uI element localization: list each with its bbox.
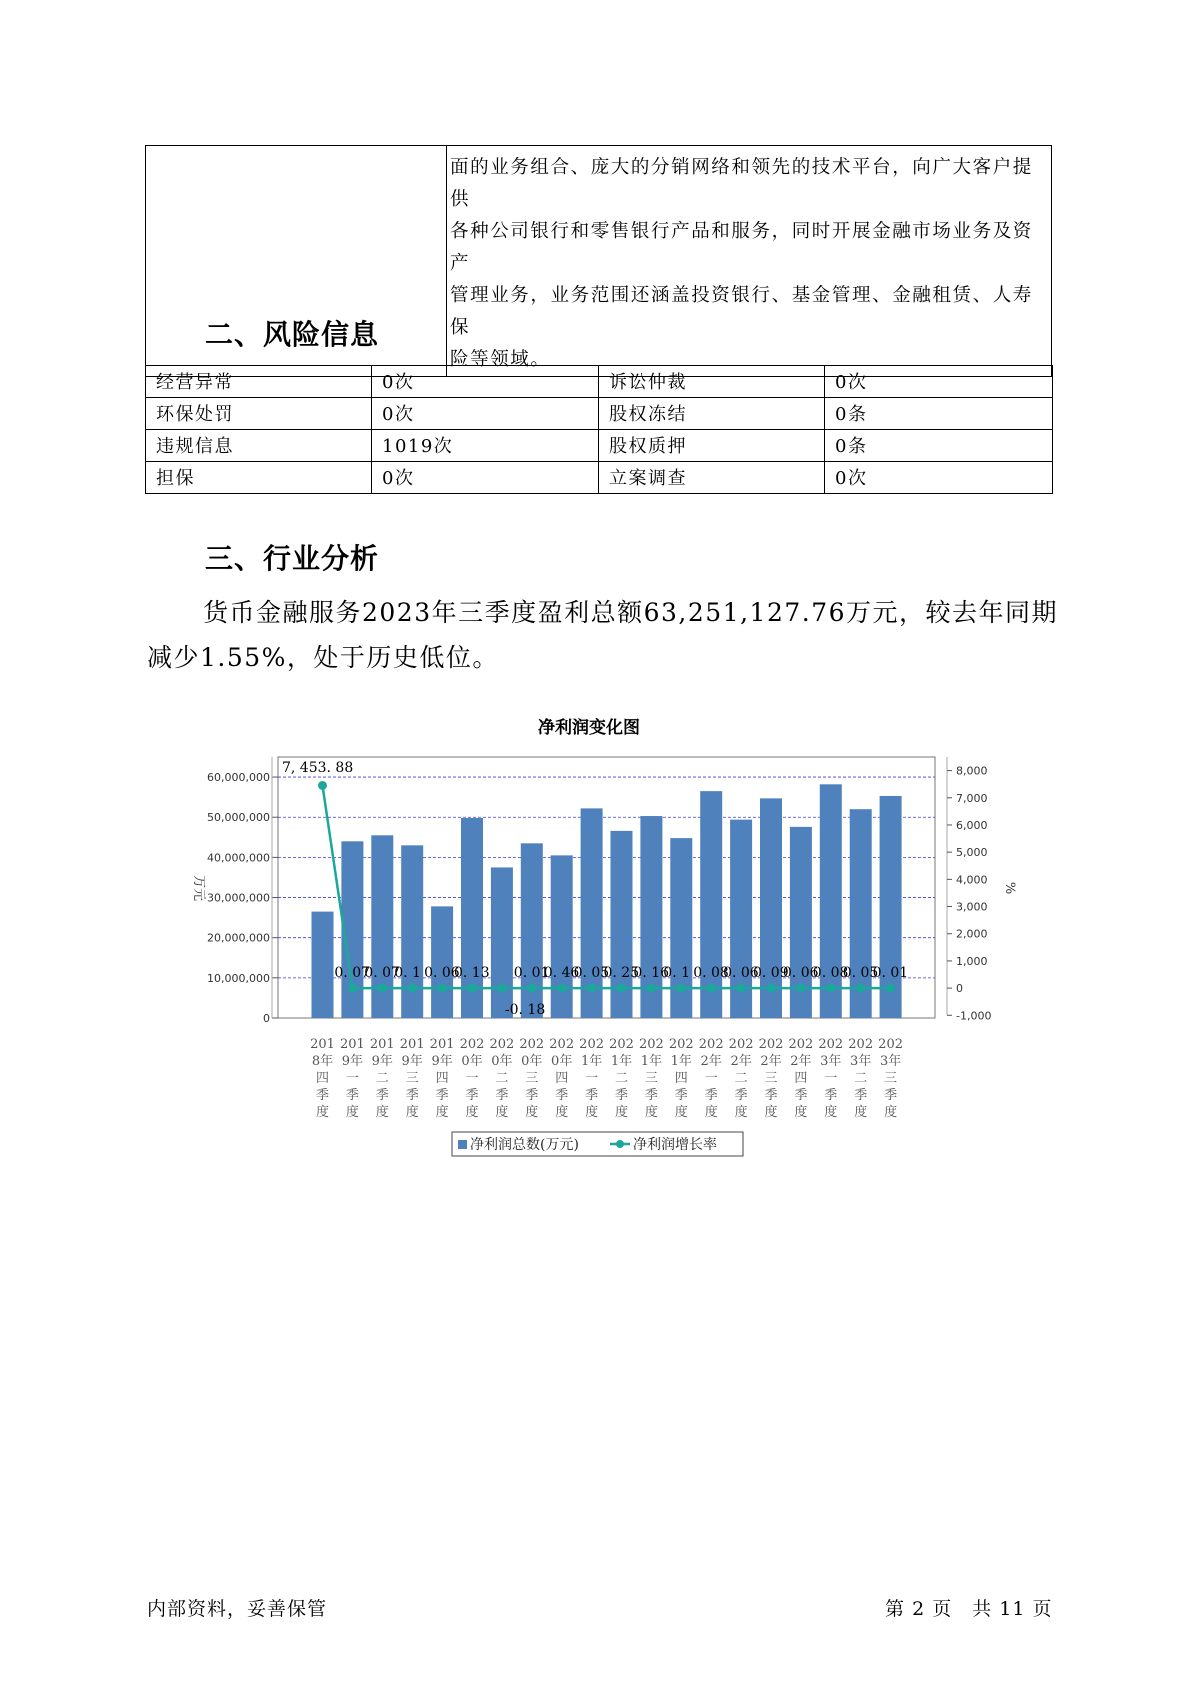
- x-category-label: 二: [375, 1071, 389, 1086]
- data-label: 0. 06: [723, 965, 759, 982]
- x-category-label: 季: [644, 1088, 658, 1103]
- x-category-label: 季: [884, 1088, 898, 1103]
- x-category-label: 季: [824, 1088, 838, 1103]
- data-label: 0. 06: [782, 965, 819, 982]
- x-category-label: 度: [465, 1105, 479, 1120]
- risk-value: 0次: [372, 366, 599, 398]
- x-category-label: 9年: [431, 1054, 453, 1069]
- x-category-label: 度: [854, 1105, 868, 1120]
- x-category-label: 季: [465, 1088, 479, 1103]
- table-row: [146, 366, 1053, 398]
- x-category-label: 202: [459, 1037, 485, 1052]
- total-pages: 11: [999, 1598, 1026, 1620]
- x-category-label: 0年: [461, 1054, 483, 1069]
- x-category-label: 9年: [401, 1054, 423, 1069]
- page-suffix: 页: [1032, 1598, 1053, 1620]
- risk-value: 0次: [825, 366, 1053, 398]
- data-label: 0. 08: [812, 965, 849, 982]
- intro-line: 管理业务，业务范围还涵盖投资银行、基金管理、金融租赁、人寿保: [450, 285, 1033, 338]
- data-label: 0. 05: [573, 965, 610, 982]
- industry-paragraph-line2: 减少1.55%，处于历史低位。: [147, 643, 499, 672]
- risk-value: 0次: [825, 462, 1053, 494]
- growth-rate-point: [408, 984, 417, 993]
- data-label: 0. 25: [603, 965, 640, 982]
- risk-value: 0次: [372, 398, 599, 430]
- growth-rate-point: [527, 984, 536, 993]
- x-category-label: 度: [375, 1105, 389, 1120]
- page-number: 2: [912, 1598, 926, 1620]
- x-category-label: 1年: [670, 1054, 692, 1069]
- data-label: 0. 1: [394, 965, 421, 982]
- growth-rate-point: [438, 984, 447, 993]
- right-tick-label: 0: [956, 982, 963, 996]
- x-category-label: 度: [734, 1105, 748, 1120]
- x-category-label: 0年: [551, 1054, 573, 1069]
- data-label: 0. 1: [663, 965, 691, 982]
- growth-rate-point: [707, 984, 716, 993]
- intro-line: 各种公司银行和零售银行产品和服务，同时开展金融市场业务及资产: [450, 221, 1033, 274]
- risk-label: 立案调查: [599, 462, 825, 494]
- x-category-label: 一: [704, 1071, 718, 1086]
- x-category-label: 度: [674, 1105, 688, 1120]
- x-category-label: 一: [465, 1071, 479, 1086]
- x-category-label: 202: [728, 1037, 754, 1052]
- x-category-label: 四: [794, 1071, 808, 1086]
- growth-rate-point: [767, 984, 776, 993]
- right-tick-label: 1,000: [956, 954, 988, 968]
- growth-rate-point: [737, 984, 746, 993]
- x-category-label: 度: [345, 1105, 359, 1120]
- footer-confidential: 内部资料，妥善保管: [147, 1598, 328, 1620]
- x-category-label: 季: [435, 1088, 449, 1103]
- x-category-label: 季: [345, 1088, 359, 1103]
- x-category-label: 9年: [341, 1054, 364, 1069]
- data-label: 0. 06: [424, 965, 460, 982]
- industry-section-heading: 三、行业分析: [205, 542, 380, 575]
- x-category-label: 季: [614, 1088, 629, 1103]
- x-category-label: 度: [614, 1105, 629, 1120]
- x-category-label: 1年: [580, 1054, 603, 1069]
- intro-line: 险等领域。: [450, 349, 551, 370]
- right-axis-title: %: [1002, 881, 1017, 895]
- data-label: 0. 08: [693, 965, 729, 982]
- x-category-label: 季: [734, 1088, 748, 1103]
- left-axis-title: 万元: [191, 874, 206, 902]
- data-label: 0. 16: [633, 965, 670, 982]
- x-category-label: 二: [495, 1071, 509, 1086]
- x-category-label: 季: [495, 1088, 509, 1103]
- right-tick-label: 8,000: [956, 764, 988, 778]
- data-label: 0. 05: [842, 965, 879, 982]
- growth-rate-point: [886, 984, 895, 993]
- x-category-label: 1年: [640, 1054, 663, 1069]
- x-category-label: 一: [824, 1071, 838, 1086]
- growth-rate-point: [587, 984, 596, 993]
- x-category-label: 四: [435, 1071, 449, 1086]
- legend-line-marker: [616, 1140, 624, 1148]
- x-category-label: 度: [435, 1105, 449, 1120]
- x-category-label: 季: [315, 1088, 330, 1103]
- risk-value: 1019次: [372, 430, 599, 462]
- growth-rate-point: [856, 984, 865, 993]
- x-category-label: 度: [794, 1105, 808, 1120]
- x-category-label: 二: [734, 1071, 748, 1086]
- x-category-label: 三: [525, 1071, 539, 1086]
- legend-bar-label: 净利润总数(万元): [470, 1137, 579, 1153]
- x-category-label: 202: [668, 1037, 694, 1052]
- x-category-label: 季: [585, 1088, 599, 1103]
- data-label: 0. 01: [872, 965, 909, 982]
- data-label: 0. 46: [543, 965, 580, 982]
- data-label: 0. 13: [454, 965, 490, 982]
- x-category-label: 度: [585, 1105, 599, 1120]
- x-category-label: 3年: [850, 1054, 872, 1069]
- bar: [431, 906, 453, 1018]
- x-category-label: 202: [788, 1037, 814, 1052]
- x-category-label: 202: [609, 1037, 634, 1052]
- growth-rate-point: [617, 984, 626, 993]
- x-category-label: 三: [644, 1071, 658, 1086]
- growth-rate-point: [318, 781, 327, 790]
- right-tick-label: 4,000: [956, 873, 988, 887]
- page-mid: 页 共: [932, 1598, 993, 1620]
- x-category-label: 季: [854, 1088, 868, 1103]
- left-tick-label: 0: [263, 1012, 270, 1025]
- x-category-label: 度: [884, 1105, 898, 1120]
- risk-label: 经营异常: [146, 366, 372, 398]
- growth-rate-point: [348, 984, 357, 993]
- legend-bar-swatch: [458, 1140, 467, 1149]
- x-category-label: 度: [555, 1105, 569, 1120]
- x-category-label: 0年: [521, 1054, 543, 1069]
- x-category-label: 202: [758, 1037, 784, 1052]
- x-category-label: 201: [369, 1037, 395, 1052]
- x-category-label: 季: [704, 1088, 718, 1103]
- x-category-label: 三: [884, 1071, 898, 1086]
- x-category-label: 201: [429, 1037, 455, 1052]
- footer-page-info: [885, 1594, 1053, 1621]
- right-tick-label: -1,000: [956, 1009, 992, 1023]
- x-category-label: 一: [345, 1071, 359, 1086]
- x-category-label: 度: [824, 1105, 838, 1120]
- risk-label: 担保: [146, 462, 372, 494]
- x-category-label: 度: [495, 1105, 509, 1120]
- bar: [551, 855, 573, 1018]
- x-category-label: 202: [489, 1037, 515, 1052]
- x-category-label: 二: [614, 1071, 629, 1086]
- risk-info-table: [145, 365, 1053, 494]
- data-label: 0. 07: [364, 965, 400, 982]
- intro-right-cell: [447, 146, 1052, 377]
- x-category-label: 2年: [790, 1054, 812, 1069]
- risk-label: 诉讼仲裁: [599, 366, 825, 398]
- x-category-label: 2年: [760, 1054, 782, 1069]
- left-tick-label: 40,000,000: [207, 851, 270, 865]
- x-category-label: 202: [818, 1037, 844, 1052]
- x-category-label: 202: [698, 1037, 724, 1052]
- x-category-label: 3年: [820, 1054, 842, 1069]
- x-category-label: 202: [519, 1037, 545, 1052]
- right-tick-label: 6,000: [956, 818, 988, 832]
- bar: [820, 784, 842, 1018]
- x-category-label: 四: [315, 1071, 330, 1086]
- risk-value: 0条: [825, 430, 1053, 462]
- x-category-label: 四: [674, 1071, 688, 1086]
- data-label: 0. 01: [513, 965, 550, 982]
- data-label: 0. 09: [753, 965, 789, 982]
- right-tick-label: 7,000: [956, 791, 988, 805]
- x-category-label: 0年: [491, 1054, 513, 1069]
- risk-section-heading: 二、风险信息: [205, 318, 380, 351]
- x-category-label: 二: [854, 1071, 868, 1086]
- left-tick-label: 10,000,000: [207, 971, 270, 985]
- right-tick-label: 2,000: [956, 927, 988, 941]
- x-category-label: 季: [674, 1088, 688, 1103]
- x-category-label: 度: [764, 1105, 778, 1120]
- risk-label: 违规信息: [146, 430, 372, 462]
- x-category-label: 一: [585, 1071, 599, 1086]
- growth-rate-point: [557, 984, 566, 993]
- data-label: 7, 453. 88: [282, 760, 354, 776]
- industry-paragraph-line1: 货币金融服务2023年三季度盈利总额63,251,127.76万元，较去年同期: [203, 598, 1059, 627]
- bar: [491, 867, 513, 1018]
- x-category-label: 四: [555, 1071, 569, 1086]
- x-category-label: 季: [405, 1088, 419, 1103]
- left-tick-label: 60,000,000: [207, 771, 270, 785]
- x-category-label: 度: [704, 1105, 718, 1120]
- left-tick-label: 30,000,000: [207, 891, 270, 905]
- bar: [312, 912, 334, 1018]
- x-category-label: 8年: [311, 1054, 334, 1069]
- intro-line: 面的业务组合、庞大的分销网络和领先的技术平台，向广大客户提供: [450, 157, 1033, 210]
- data-label: 0. 07: [334, 965, 371, 982]
- x-category-label: 202: [848, 1037, 874, 1052]
- risk-label: 股权质押: [599, 430, 825, 462]
- net-profit-chart: [180, 740, 1017, 1160]
- data-label: -0. 18: [504, 1002, 546, 1019]
- table-row: [146, 430, 1053, 462]
- left-tick-label: 20,000,000: [207, 931, 270, 945]
- table-row: [146, 462, 1053, 494]
- page-prefix: 第: [885, 1598, 906, 1620]
- x-category-label: 度: [315, 1105, 330, 1120]
- x-category-label: 季: [375, 1088, 389, 1103]
- x-category-label: 201: [339, 1037, 365, 1052]
- right-tick-label: 5,000: [956, 846, 988, 860]
- risk-label: 股权冻结: [599, 398, 825, 430]
- x-category-label: 1年: [610, 1054, 633, 1069]
- x-category-label: 度: [644, 1105, 658, 1120]
- x-category-label: 202: [579, 1037, 605, 1052]
- x-category-label: 202: [638, 1037, 664, 1052]
- x-category-label: 9年: [371, 1054, 393, 1069]
- x-category-label: 202: [549, 1037, 575, 1052]
- x-category-label: 度: [525, 1105, 539, 1120]
- x-category-label: 202: [878, 1037, 904, 1052]
- x-category-label: 季: [525, 1088, 539, 1103]
- x-category-label: 3年: [879, 1054, 902, 1069]
- x-category-label: 三: [405, 1071, 419, 1086]
- growth-rate-point: [468, 984, 477, 993]
- legend-line-label: 净利润增长率: [633, 1137, 717, 1153]
- growth-rate-point: [647, 984, 656, 993]
- x-category-label: 2年: [730, 1054, 752, 1069]
- right-tick-label: 3,000: [956, 900, 988, 914]
- growth-rate-point: [796, 984, 805, 993]
- risk-value: 0条: [825, 398, 1053, 430]
- table-row: [146, 398, 1053, 430]
- x-category-label: 度: [405, 1105, 419, 1120]
- growth-rate-point: [378, 984, 387, 993]
- left-tick-label: 50,000,000: [207, 811, 270, 825]
- x-category-label: 201: [310, 1037, 335, 1052]
- chart-title: 净利润变化图: [538, 718, 640, 738]
- growth-rate-point: [826, 984, 835, 993]
- x-category-label: 三: [764, 1071, 778, 1086]
- x-category-label: 季: [555, 1088, 569, 1103]
- x-category-label: 201: [399, 1037, 425, 1052]
- risk-label: 环保处罚: [146, 398, 372, 430]
- x-category-label: 季: [764, 1088, 778, 1103]
- risk-value: 0次: [372, 462, 599, 494]
- growth-rate-point: [497, 984, 506, 993]
- x-category-label: 季: [794, 1088, 808, 1103]
- growth-rate-point: [677, 984, 686, 993]
- x-category-label: 2年: [700, 1054, 722, 1069]
